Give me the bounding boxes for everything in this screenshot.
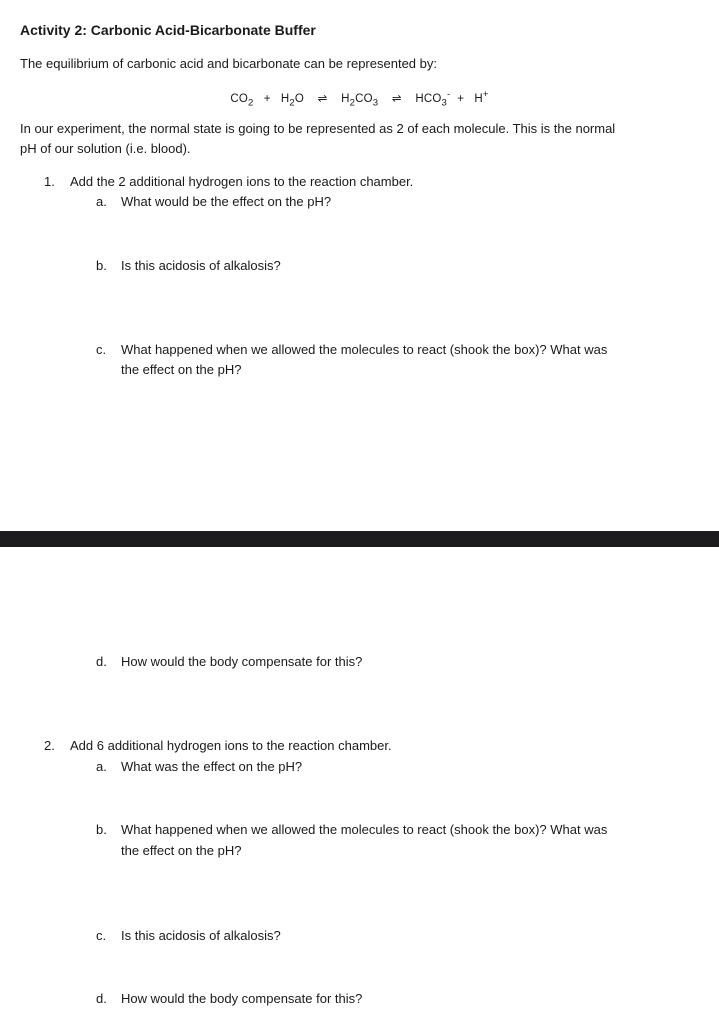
subquestion-letter: a. (96, 194, 107, 209)
h2o: $H_2O$ (280, 92, 305, 109)
subquestion-text: What happened when we allowed the molecules to react (shook the box)? What was (121, 822, 608, 837)
question-number: 2. (44, 738, 55, 753)
subquestion-letter: d. (96, 654, 107, 669)
question-text: Add the 2 additional hydrogen ions to the reaction chamber. (70, 174, 414, 189)
equilibrium-arrow: ⇌ (391, 92, 402, 105)
hco3: $HCO_3^-$ (415, 89, 451, 109)
question-text: Add 6 additional hydrogen ions to the reaction chamber. (70, 738, 392, 753)
subquestion-text: What was the effect on the pH? (121, 759, 303, 774)
paragraph-line: pH of our solution (i.e. blood). (20, 141, 191, 156)
subquestion-text: Is this acidosis of alkalosis? (121, 928, 281, 943)
hydrogen-ion: H+ (474, 89, 489, 105)
subquestion-text: the effect on the pH? (121, 362, 242, 377)
subquestion-letter: c. (96, 928, 107, 943)
equilibrium-equation (0, 89, 719, 108)
intro-text: The equilibrium of carbonic acid and bicarbonate can be represented by: (20, 56, 437, 71)
subquestion-text: the effect on the pH? (121, 843, 242, 858)
question-number: 1. (44, 174, 55, 189)
paragraph-line: In our experiment, the normal state is going to be represented as 2 of each molecule. This is the normal (20, 121, 616, 136)
page-divider (0, 531, 719, 547)
subquestion-text: What would be the effect on the pH? (121, 194, 332, 209)
equilibrium-arrow: ⇌ (317, 92, 328, 105)
subquestion-letter: d. (96, 991, 107, 1006)
plus-sign: + (263, 92, 271, 105)
subquestion-text: What happened when we allowed the molecules to react (shook the box)? What was (121, 342, 608, 357)
subquestion-text: How would the body compensate for this? (121, 991, 363, 1006)
h2co3: $H_2CO_3$ (341, 92, 379, 109)
co2: $CO_2$ (230, 92, 254, 109)
subquestion-letter: b. (96, 822, 107, 837)
subquestion-letter: b. (96, 258, 107, 273)
subquestion-text: Is this acidosis of alkalosis? (121, 258, 281, 273)
subquestion-letter: a. (96, 759, 107, 774)
activity-title: Activity 2: Carbonic Acid-Bicarbonate Buffer (20, 22, 316, 38)
plus-sign: + (457, 92, 465, 105)
subquestion-letter: c. (96, 342, 107, 357)
subquestion-text: How would the body compensate for this? (121, 654, 363, 669)
